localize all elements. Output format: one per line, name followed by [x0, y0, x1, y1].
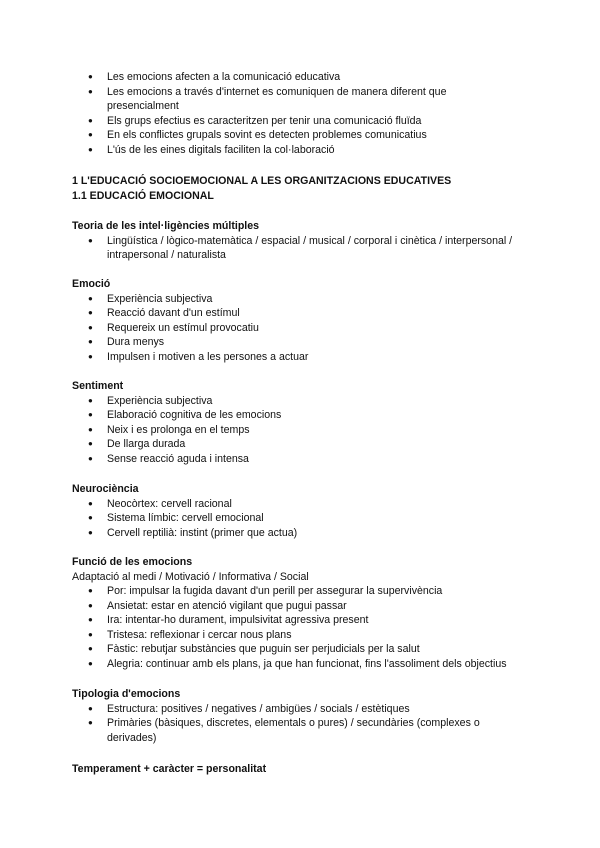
list-item: ● Els grups efectius es caracteritzen per tenir una comunicació fluïda: [72, 114, 532, 129]
section-heading: Sentiment: [72, 380, 124, 392]
list-item: ● Primàries (bàsiques, discretes, elementals o pures) / secundàries (complexes o derivades): [72, 716, 532, 745]
emocio-section: [72, 277, 532, 364]
chapter-title: 1 L'EDUCACIÓ SOCIOEMOCIONAL A LES ORGANITZACIONS EDUCATIVES: [72, 175, 452, 187]
bullet-list: [72, 292, 532, 365]
list-item: ● Lingüística / lògico-matemàtica / espacial / musical / corporal i cinètica / interpersonal / intrapersonal / naturalista: [72, 234, 532, 263]
list-item: ● Ira: intentar-ho durament, impulsivitat agressiva present: [72, 613, 532, 628]
list-item: ● Alegria: continuar amb els plans, ja que han funcionat, fins l'assoliment dels objectius: [72, 657, 532, 672]
bullet-list: [72, 584, 532, 671]
list-item: ● Neocòrtex: cervell racional: [72, 497, 532, 512]
list-item: ● Les emocions a través d'internet es comuniquen de manera diferent que presencialment: [72, 85, 532, 114]
list-item: ● Experiència subjectiva: [72, 394, 532, 409]
section-title: 1.1 EDUCACIÓ EMOCIONAL: [72, 189, 214, 202]
list-item: ● Les emocions afecten a la comunicació educativa: [72, 70, 532, 85]
list-item: ● Elaboració cognitiva de les emocions: [72, 408, 532, 423]
list-item: ● Dura menys: [72, 335, 532, 350]
list-item: ● Estructura: positives / negatives / ambigües / socials / estètiques: [72, 702, 532, 717]
chapter-heading-block: [72, 174, 532, 203]
funcio-section: [72, 555, 532, 671]
list-item: ● Neix i es prolonga en el temps: [72, 423, 532, 438]
tipologia-section: [72, 687, 532, 745]
list-item: ● Experiència subjectiva: [72, 292, 532, 307]
bullet-list: [72, 497, 532, 541]
section-heading: Teoria de les intel·ligències múltiples: [72, 220, 260, 232]
bullet-list: [72, 394, 532, 467]
section-heading: Tipologia d'emocions: [72, 688, 181, 700]
list-item: ● Reacció davant d'un estímul: [72, 306, 532, 321]
list-item: ● De llarga durada: [72, 437, 532, 452]
list-item: ● Cervell reptilià: instint (primer que actua): [72, 526, 532, 541]
personality-formula: Temperament + caràcter = personalitat: [72, 763, 267, 775]
list-item: ● Sense reacció aguda i intensa: [72, 452, 532, 467]
list-item: ● Tristesa: reflexionar i cercar nous plans: [72, 628, 532, 643]
list-item: ● Por: impulsar la fugida davant d'un perill per assegurar la supervivència: [72, 584, 532, 599]
teoria-section: [72, 219, 532, 263]
bullet-list: [72, 702, 532, 746]
list-item: ● En els conflictes grupals sovint es detecten problemes comunicatius: [72, 128, 532, 143]
list-item: ● Ansietat: estar en atenció vigilant que pugui passar: [72, 599, 532, 614]
section-subtitle: Adaptació al medi / Motivació / Informativa / Social: [72, 570, 309, 583]
neurociencia-section: [72, 482, 532, 540]
bullet-list: [72, 70, 532, 157]
list-item: ● L'ús de les eines digitals faciliten la col·laboració: [72, 143, 532, 158]
section-heading: Neurociència: [72, 483, 139, 495]
list-item: ● Fàstic: rebutjar substàncies que puguin ser perjudicials per la salut: [72, 642, 532, 657]
section-heading: Emoció: [72, 278, 111, 290]
section-heading: Funció de les emocions: [72, 556, 193, 568]
list-item: ● Requereix un estímul provocatiu: [72, 321, 532, 336]
list-item: ● Impulsen i motiven a les persones a actuar: [72, 350, 532, 365]
sentiment-section: [72, 379, 532, 466]
personality-formula-block: [72, 762, 532, 777]
bullet-list: [72, 234, 532, 263]
intro-section: [72, 70, 532, 157]
list-item: ● Sistema límbic: cervell emocional: [72, 511, 532, 526]
